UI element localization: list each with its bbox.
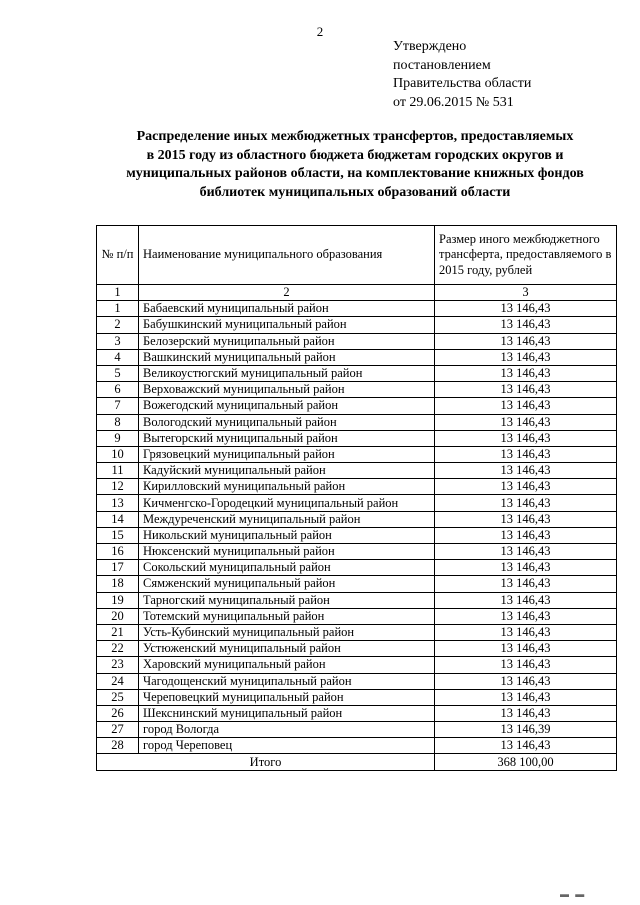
- row-number: 10: [97, 446, 139, 462]
- column-index: 3: [435, 285, 617, 301]
- table-row: [97, 430, 617, 446]
- title-line: Распределение иных межбюджетных трансфертов, предоставляемых: [136, 129, 574, 144]
- row-number: 21: [97, 624, 139, 640]
- header-number: № п/п: [97, 226, 139, 285]
- transfer-amount: 13 146,43: [435, 738, 617, 754]
- total-row: [97, 754, 617, 770]
- row-number: 22: [97, 641, 139, 657]
- municipality-name: город Вологда: [139, 722, 435, 738]
- total-amount: 368 100,00: [435, 754, 617, 770]
- table-row: [97, 722, 617, 738]
- municipality-name: Кирилловский муниципальный район: [139, 479, 435, 495]
- transfer-amount: 13 146,43: [435, 576, 617, 592]
- title-line: библиотек муниципальных образований области: [199, 184, 511, 200]
- approval-line: постановлением: [393, 57, 491, 73]
- table-row: [97, 365, 617, 381]
- table-row: [97, 495, 617, 511]
- header-amount: Размер иного межбюджетного трансферта, предоставляемого в 2015 году, рублей: [435, 226, 617, 285]
- transfer-amount: 13 146,43: [435, 657, 617, 673]
- table-row: [97, 479, 617, 495]
- page-number: 2: [316, 24, 324, 39]
- table-row: [97, 527, 617, 543]
- transfer-amount: 13 146,43: [435, 641, 617, 657]
- row-number: 26: [97, 705, 139, 721]
- header-municipality: Наименование муниципального образования: [139, 226, 435, 285]
- total-label: Итого: [97, 754, 435, 770]
- transfer-amount: 13 146,43: [435, 430, 617, 446]
- row-number: 23: [97, 657, 139, 673]
- table-row: [97, 689, 617, 705]
- table-row: [97, 657, 617, 673]
- row-number: 3: [97, 333, 139, 349]
- row-number: 15: [97, 527, 139, 543]
- table-row: [97, 333, 617, 349]
- row-number: 7: [97, 398, 139, 414]
- allocation-table: [96, 225, 617, 771]
- row-number: 6: [97, 382, 139, 398]
- table-row: [97, 673, 617, 689]
- transfer-amount: 13 146,43: [435, 624, 617, 640]
- transfer-amount: 13 146,43: [435, 608, 617, 624]
- title-line: муниципальных районов области, на комплектование книжных фондов: [126, 166, 584, 182]
- municipality-name: Сямженский муниципальный район: [139, 576, 435, 592]
- row-number: 14: [97, 511, 139, 527]
- transfer-amount: 13 146,43: [435, 398, 617, 414]
- table-row: [97, 544, 617, 560]
- document-title: [94, 128, 616, 202]
- municipality-name: Череповецкий муниципальный район: [139, 689, 435, 705]
- row-number: 19: [97, 592, 139, 608]
- table-header-row: [97, 226, 617, 285]
- municipality-name: Шекснинский муниципальный район: [139, 705, 435, 721]
- transfer-amount: 13 146,43: [435, 495, 617, 511]
- municipality-name: Чагодощенский муниципальный район: [139, 673, 435, 689]
- transfer-amount: 13 146,43: [435, 333, 617, 349]
- transfer-amount: 13 146,43: [435, 511, 617, 527]
- row-number: 18: [97, 576, 139, 592]
- transfer-amount: 13 146,43: [435, 689, 617, 705]
- table-row: [97, 317, 617, 333]
- table-row: [97, 560, 617, 576]
- column-index: 2: [139, 285, 435, 301]
- transfer-amount: 13 146,43: [435, 592, 617, 608]
- municipality-name: Кадуйский муниципальный район: [139, 463, 435, 479]
- municipality-name: Устюженский муниципальный район: [139, 641, 435, 657]
- column-index: 1: [97, 285, 139, 301]
- table-row: [97, 608, 617, 624]
- table-row: [97, 511, 617, 527]
- table-row: [97, 738, 617, 754]
- transfer-amount: 13 146,43: [435, 527, 617, 543]
- municipality-name: Вашкинский муниципальный район: [139, 349, 435, 365]
- municipality-name: Великоустюгский муниципальный район: [139, 365, 435, 381]
- row-number: 11: [97, 463, 139, 479]
- municipality-name: Вытегорский муниципальный район: [139, 430, 435, 446]
- municipality-name: Белозерский муниципальный район: [139, 333, 435, 349]
- transfer-amount: 13 146,43: [435, 317, 617, 333]
- row-number: 16: [97, 544, 139, 560]
- municipality-name: Бабаевский муниципальный район: [139, 301, 435, 317]
- municipality-name: город Череповец: [139, 738, 435, 754]
- row-number: 20: [97, 608, 139, 624]
- transfer-amount: 13 146,43: [435, 705, 617, 721]
- transfer-amount: 13 146,43: [435, 673, 617, 689]
- row-number: 24: [97, 673, 139, 689]
- table-row: [97, 446, 617, 462]
- row-number: 12: [97, 479, 139, 495]
- table-row: [97, 705, 617, 721]
- municipality-name: Харовский муниципальный район: [139, 657, 435, 673]
- row-number: 4: [97, 349, 139, 365]
- transfer-amount: 13 146,43: [435, 414, 617, 430]
- transfer-amount: 13 146,43: [435, 446, 617, 462]
- row-number: 9: [97, 430, 139, 446]
- municipality-name: Нюксенский муниципальный район: [139, 544, 435, 560]
- municipality-name: Кичменгско-Городецкий муниципальный район: [139, 495, 435, 511]
- municipality-name: Бабушкинский муниципальный район: [139, 317, 435, 333]
- approval-line: Правительства области: [393, 76, 532, 91]
- row-number: 25: [97, 689, 139, 705]
- approval-line: от 29.06.2015 № 531: [393, 94, 514, 110]
- row-number: 2: [97, 317, 139, 333]
- transfer-amount: 13 146,43: [435, 560, 617, 576]
- table-row: [97, 592, 617, 608]
- scan-artifact: ▬ ▬: [560, 889, 587, 899]
- municipality-name: Вологодский муниципальный район: [139, 414, 435, 430]
- transfer-amount: 13 146,43: [435, 382, 617, 398]
- municipality-name: Усть-Кубинский муниципальный район: [139, 624, 435, 640]
- table-row: [97, 576, 617, 592]
- municipality-name: Тарногский муниципальный район: [139, 592, 435, 608]
- transfer-amount: 13 146,43: [435, 479, 617, 495]
- municipality-name: Междуреченский муниципальный район: [139, 511, 435, 527]
- row-number: 27: [97, 722, 139, 738]
- municipality-name: Сокольский муниципальный район: [139, 560, 435, 576]
- column-index-row: [97, 285, 617, 301]
- municipality-name: Грязовецкий муниципальный район: [139, 446, 435, 462]
- table-row: [97, 301, 617, 317]
- transfer-amount: 13 146,43: [435, 463, 617, 479]
- approval-line: Утверждено: [393, 39, 467, 54]
- table-row: [97, 382, 617, 398]
- row-number: 8: [97, 414, 139, 430]
- row-number: 17: [97, 560, 139, 576]
- transfer-amount: 13 146,39: [435, 722, 617, 738]
- municipality-name: Верховажский муниципальный район: [139, 382, 435, 398]
- table-row: [97, 398, 617, 414]
- approval-stamp: [393, 38, 613, 112]
- table-row: [97, 349, 617, 365]
- row-number: 28: [97, 738, 139, 754]
- municipality-name: Вожегодский муниципальный район: [139, 398, 435, 414]
- transfer-amount: 13 146,43: [435, 365, 617, 381]
- table-row: [97, 624, 617, 640]
- title-line: в 2015 году из областного бюджета бюджетам городских округов и: [146, 147, 564, 163]
- table-row: [97, 641, 617, 657]
- table-row: [97, 463, 617, 479]
- row-number: 1: [97, 301, 139, 317]
- row-number: 5: [97, 365, 139, 381]
- transfer-amount: 13 146,43: [435, 301, 617, 317]
- municipality-name: Никольский муниципальный район: [139, 527, 435, 543]
- row-number: 13: [97, 495, 139, 511]
- transfer-amount: 13 146,43: [435, 349, 617, 365]
- municipality-name: Тотемский муниципальный район: [139, 608, 435, 624]
- transfer-amount: 13 146,43: [435, 544, 617, 560]
- table-row: [97, 414, 617, 430]
